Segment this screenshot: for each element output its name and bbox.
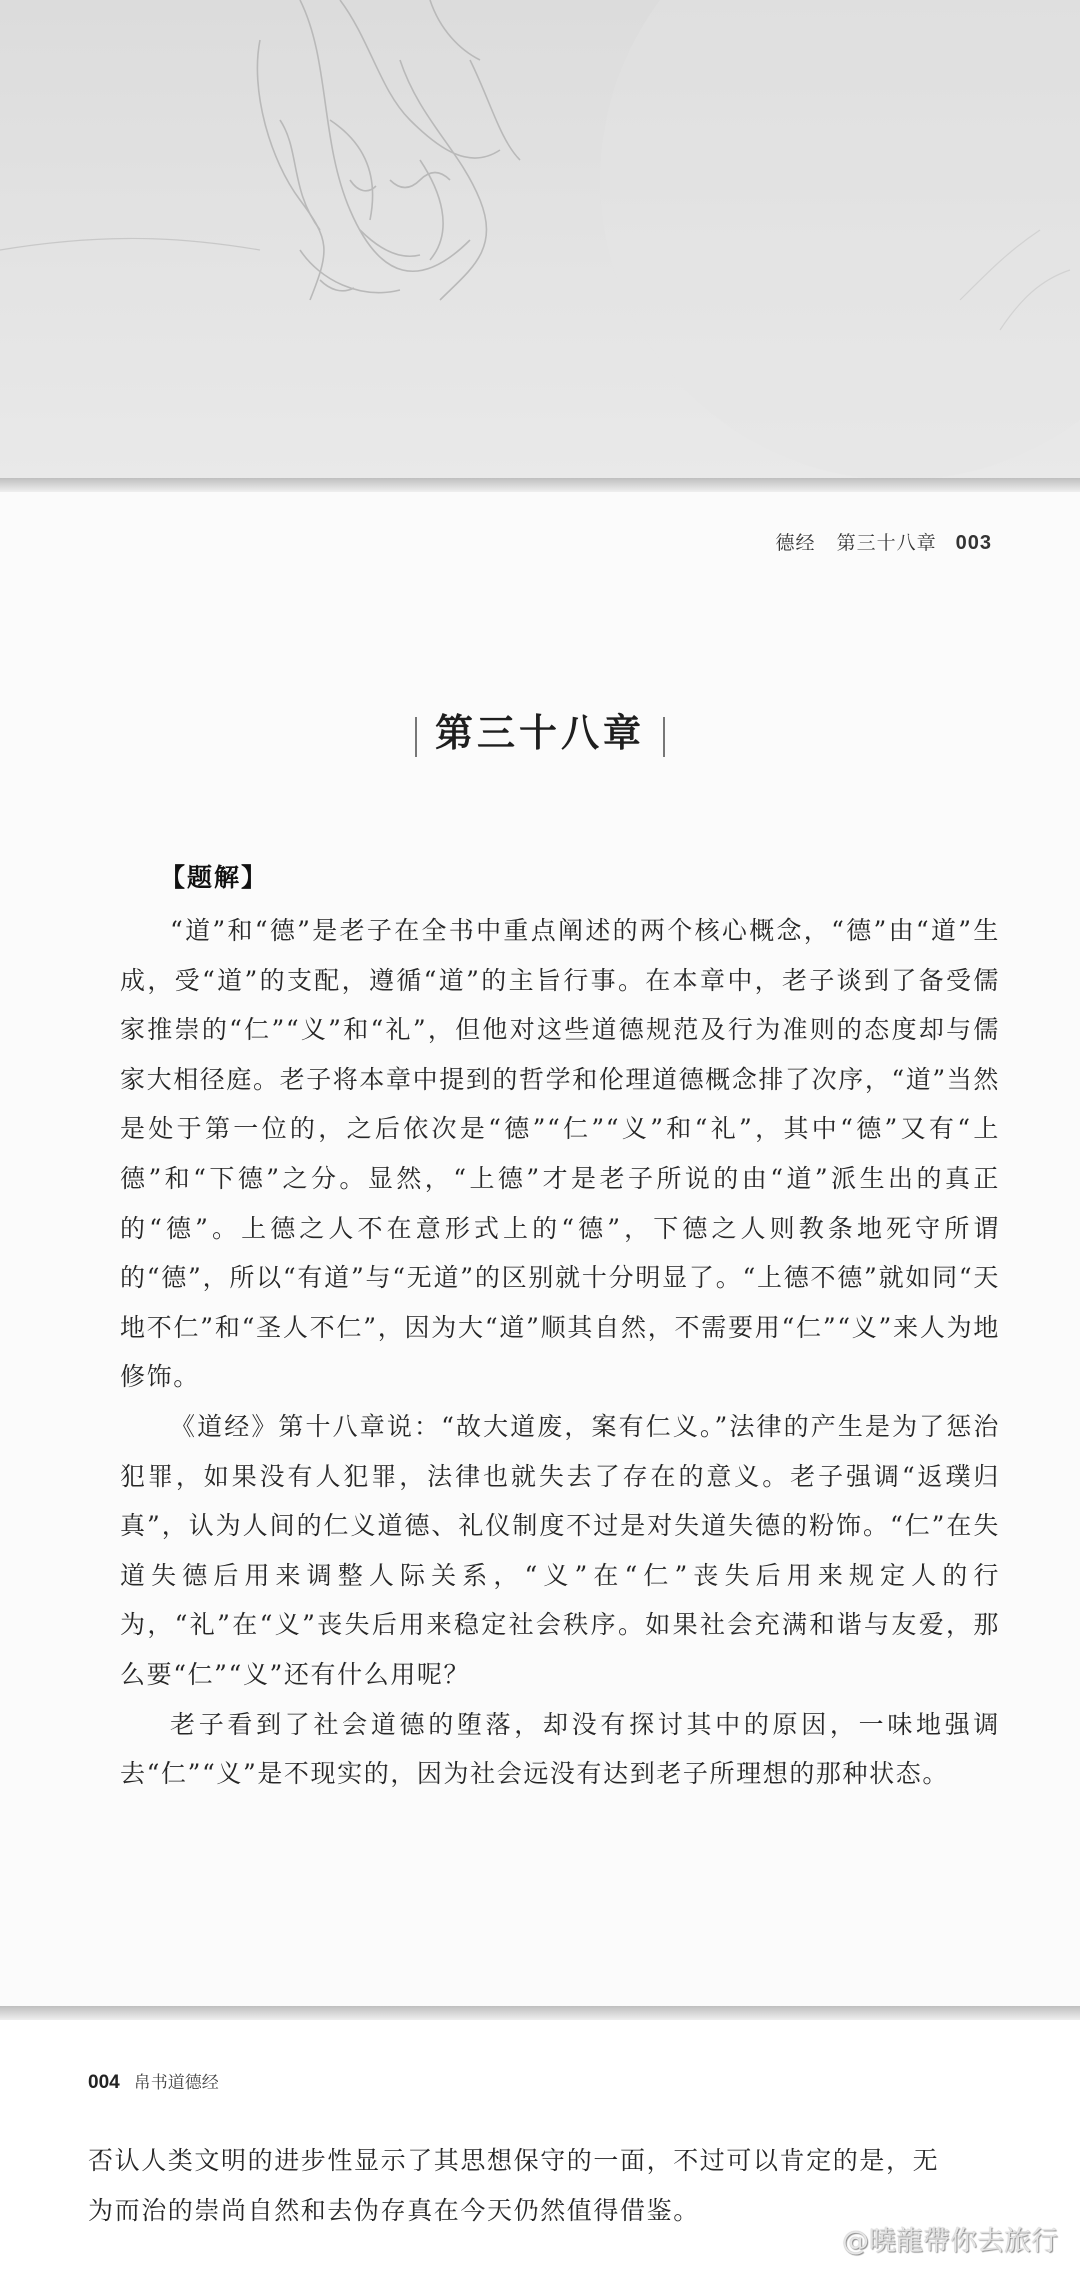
running-head xyxy=(776,528,993,555)
title-bar-right xyxy=(663,717,665,757)
book-page-004 xyxy=(0,2020,1080,2272)
running-head-next xyxy=(88,2068,219,2094)
title-bar-left xyxy=(415,717,417,757)
paragraph-1: “道”和“德”是老子在全书中重点阐述的两个核心概念，“德”由“道”生成，受“道”的支配，遵循“道”的主旨行事。在本章中，老子谈到了备受儒家推崇的“仁”“义”和“礼”，但他对这些道德规范及行为准则的态度却与儒家大相径庭。老子将本章中提到的哲学和伦理道德概念排了次序，“道”当然是处于第一位的，之后依次是“德”“仁”“义”和“礼”，其中“德”又有“上德”和“下德”之分。显然，“上德”才是老子所说的由“道”派生出的真正的“德”。上德之人不在意形式上的“德”，下德之人则教条地死守所谓的“德”，所以“有道”与“无道”的区别就十分明显了。“上德不德”就如同“天地不仁”和“圣人不仁”，因为大“道”顺其自然，不需要用“仁”“义”来人为地修饰。 xyxy=(120,916,1000,1392)
page-number: 003 xyxy=(955,532,992,554)
next-line-1: 否认人类文明的进步性显示了其思想保守的一面，不过可以肯定的是，无 xyxy=(88,2146,940,2175)
page-number-next: 004 xyxy=(88,2072,120,2093)
page-separator xyxy=(0,2006,1080,2020)
weibo-watermark: @曉龍帶你去旅行 xyxy=(842,2226,1058,2257)
chapter-title-text: 第三十八章 xyxy=(434,710,645,755)
next-line-2: 为而治的崇尚自然和去伪存真在今天仍然值得借鉴。 xyxy=(88,2196,700,2225)
running-head-book-next: 帛书道德经 xyxy=(133,2073,219,2093)
previous-page-illustration xyxy=(0,0,1080,478)
running-head-chapter: 第三十八章 xyxy=(836,532,937,554)
paragraph-2: 《道经》第十八章说：“故大道废，案有仁义。”法律的产生是为了惩治犯罪，如果没有人犯罪，法律也就失去了存在的意义。老子强调“返璞归真”，认为人间的仁义道德、礼仪制度不过是对失道失德的粉饰。“仁”在失道失德后用来调整人际关系，“义”在“仁”丧失后用来规定人的行为，“礼”在“义”丧失后用来稳定社会秩序。如果社会充满和谐与友爱，那么要“仁”“义”还有什么用呢？ xyxy=(120,1411,1000,1689)
line-art-figure xyxy=(0,0,1080,478)
chapter-title xyxy=(0,702,1080,757)
paragraph-3: 老子看到了社会道德的堕落，却没有探讨其中的原因，一味地强调去“仁”“义”是不现实的，因为社会远没有达到老子所理想的那种状态。 xyxy=(120,1709,1000,1789)
section-label: 【题解】 xyxy=(160,863,269,892)
page-separator xyxy=(0,478,1080,492)
body-text xyxy=(120,906,1000,1799)
running-head-book: 德经 xyxy=(775,532,816,554)
book-page-003 xyxy=(0,492,1080,2006)
